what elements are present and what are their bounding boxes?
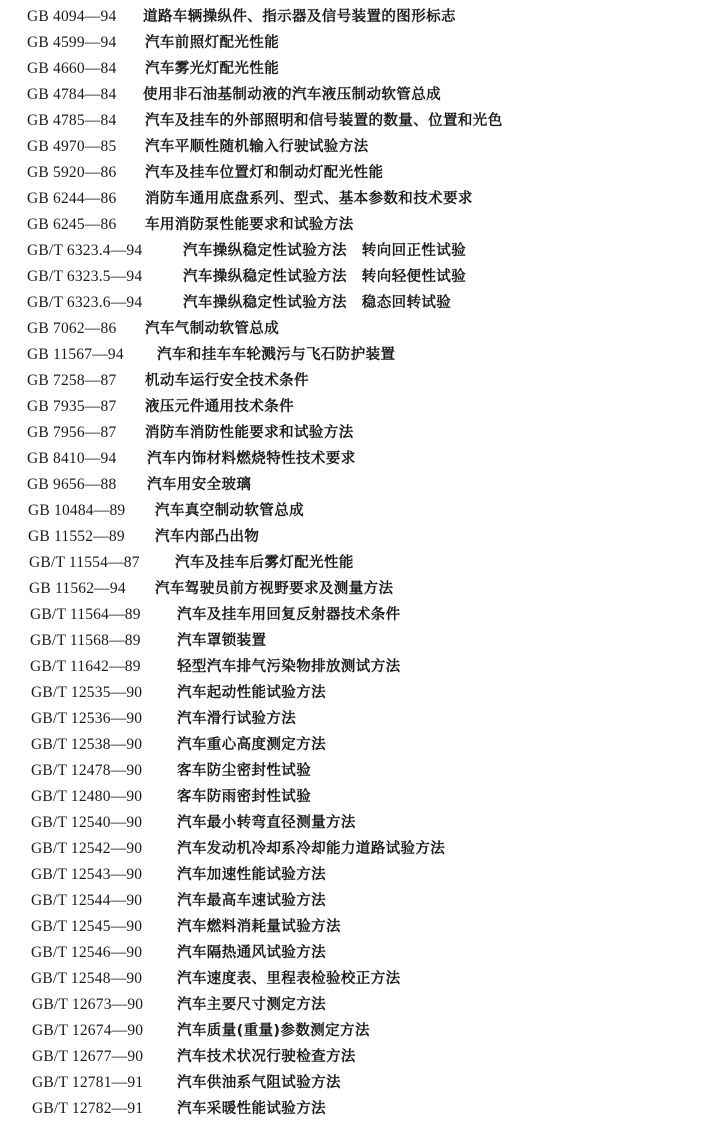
standard-title: 汽车质量(重量)参数测定方法 — [177, 1023, 370, 1039]
standard-code: GB 7062—86 — [27, 320, 117, 337]
standard-title: 汽车内部凸出物 — [155, 529, 260, 545]
standard-code: GB 9656—88 — [27, 476, 117, 493]
standard-title: 汽车雾光灯配光性能 — [145, 61, 280, 77]
standard-code: GB/T 12538—90 — [31, 736, 143, 753]
standard-code: GB/T 12542—90 — [31, 840, 143, 857]
standard-title: 轻型汽车排气污染物排放测试方法 — [177, 659, 401, 675]
standard-title: 汽车及挂车后雾灯配光性能 — [175, 555, 354, 571]
standard-title: 客车防尘密封性试验 — [177, 763, 312, 779]
standard-code: GB 11552—89 — [28, 528, 125, 545]
standard-code: GB/T 12535—90 — [31, 684, 143, 701]
standard-code: GB/T 12480—90 — [31, 788, 143, 805]
standard-code: GB 4784—84 — [27, 86, 117, 103]
standard-code: GB/T 6323.6—94 — [27, 294, 143, 311]
standard-title: 汽车平顺性随机输入行驶试验方法 — [145, 139, 369, 155]
standard-title: 液压元件通用技术条件 — [145, 399, 294, 415]
standard-code: GB 11567—94 — [27, 346, 124, 363]
standard-code: GB 4660—84 — [27, 60, 117, 77]
standard-title: 汽车操纵稳定性试验方法 稳态回转试验 — [183, 295, 452, 311]
standard-code: GB/T 12674—90 — [32, 1022, 144, 1039]
standard-title: 汽车重心高度测定方法 — [177, 737, 326, 753]
standard-code: GB/T 12540—90 — [31, 814, 143, 831]
standard-code: GB 7935—87 — [27, 398, 117, 415]
standard-title: 汽车供油系气阻试验方法 — [177, 1075, 341, 1091]
standard-title: 汽车真空制动软管总成 — [155, 503, 304, 519]
standard-code: GB 7258—87 — [27, 372, 117, 389]
standard-title: 汽车采暖性能试验方法 — [177, 1101, 326, 1117]
standard-code: GB/T 12546—90 — [31, 944, 143, 961]
standard-code: GB 10484—89 — [28, 502, 126, 519]
standard-code: GB/T 11554—87 — [29, 554, 140, 571]
standard-title: 使用非石油基制动液的汽车液压制动软管总成 — [143, 87, 441, 103]
standard-code: GB/T 11568—89 — [30, 632, 141, 649]
standard-title: 汽车发动机冷却系冷却能力道路试验方法 — [177, 841, 446, 857]
standard-code: GB/T 12677—90 — [32, 1048, 144, 1065]
standard-code: GB/T 12781—91 — [32, 1074, 144, 1091]
standard-title: 车用消防泵性能要求和试验方法 — [145, 217, 354, 233]
standard-title: 汽车罩锁装置 — [177, 633, 267, 649]
standard-title: 汽车速度表、里程表检验校正方法 — [177, 971, 401, 987]
standard-title: 汽车操纵稳定性试验方法 转向轻便性试验 — [183, 269, 467, 285]
standard-code: GB 6245—86 — [27, 216, 117, 233]
standard-code: GB/T 12543—90 — [31, 866, 143, 883]
standard-title: 汽车最高车速试验方法 — [177, 893, 326, 909]
standard-code: GB/T 12673—90 — [32, 996, 144, 1013]
standard-title: 汽车内饰材料燃烧特性技术要求 — [147, 451, 356, 467]
standard-title: 汽车最小转弯直径测量方法 — [177, 815, 356, 831]
standard-code: GB 11562—94 — [29, 580, 126, 597]
standard-code: GB 7956—87 — [27, 424, 117, 441]
standard-title: 客车防雨密封性试验 — [177, 789, 312, 805]
standard-title: 消防车消防性能要求和试验方法 — [145, 425, 354, 441]
standard-title: 汽车及挂车用回复反射器技术条件 — [177, 607, 401, 623]
standard-code: GB/T 11642—89 — [30, 658, 141, 675]
standard-code: GB/T 12544—90 — [31, 892, 143, 909]
standard-title: 汽车前照灯配光性能 — [145, 35, 280, 51]
standard-title: 汽车主要尺寸测定方法 — [177, 997, 326, 1013]
standard-title: 汽车用安全玻璃 — [147, 477, 252, 493]
standard-title: 汽车气制动软管总成 — [145, 321, 280, 337]
standard-code: GB/T 12782—91 — [32, 1100, 144, 1117]
standard-code: GB 4785—84 — [27, 112, 117, 129]
standard-title: 汽车操纵稳定性试验方法 转向回正性试验 — [183, 243, 467, 259]
standard-title: 汽车燃料消耗量试验方法 — [177, 919, 341, 935]
standard-code: GB 8410—94 — [27, 450, 117, 467]
standard-code: GB/T 6323.4—94 — [27, 242, 143, 259]
standard-code: GB 4094—94 — [27, 8, 117, 25]
standard-code: GB/T 11564—89 — [30, 606, 141, 623]
standard-title: 汽车驾驶员前方视野要求及测量方法 — [155, 581, 394, 597]
standard-title: 汽车和挂车车轮溅污与飞石防护装置 — [157, 347, 396, 363]
standard-title: 汽车技术状况行驶检查方法 — [177, 1049, 356, 1065]
standard-code: GB/T 12478—90 — [31, 762, 143, 779]
standard-title: 汽车及挂车位置灯和制动灯配光性能 — [145, 165, 384, 181]
standard-title: 汽车加速性能试验方法 — [177, 867, 326, 883]
standard-title: 汽车起动性能试验方法 — [177, 685, 326, 701]
standard-title: 消防车通用底盘系列、型式、基本参数和技术要求 — [145, 191, 473, 207]
standard-code: GB 4970—85 — [27, 138, 117, 155]
standard-code: GB/T 12545—90 — [31, 918, 143, 935]
standard-code: GB/T 12536—90 — [31, 710, 143, 727]
standard-title: 汽车及挂车的外部照明和信号装置的数量、位置和光色 — [145, 113, 503, 129]
standard-title: 汽车滑行试验方法 — [177, 711, 297, 727]
standard-code: GB 4599—94 — [27, 34, 117, 51]
standard-title: 机动车运行安全技术条件 — [145, 373, 309, 389]
standard-title: 汽车隔热通风试验方法 — [177, 945, 326, 961]
standard-code: GB/T 12548—90 — [31, 970, 143, 987]
standard-code: GB/T 6323.5—94 — [27, 268, 143, 285]
standard-code: GB 6244—86 — [27, 190, 117, 207]
standard-title: 道路车辆操纵件、指示器及信号装置的图形标志 — [143, 9, 456, 25]
standard-code: GB 5920—86 — [27, 164, 117, 181]
